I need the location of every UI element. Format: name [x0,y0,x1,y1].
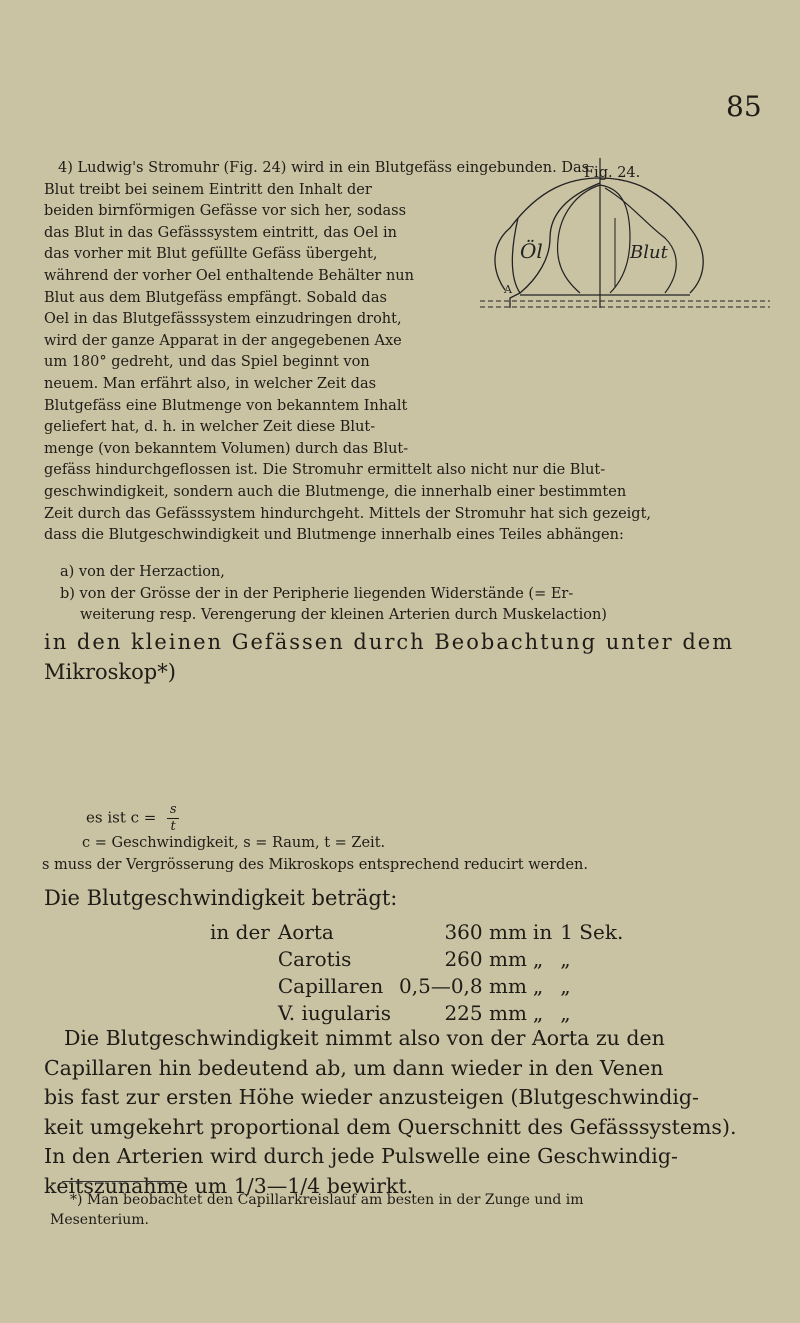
speed-value: 225 mm [444,1000,527,1025]
text-line: Zeit durch das Gefässsystem hindurchgeht. Mittels der Stromuhr hat sich gezeigt, [44,505,652,522]
definition-line: s muss der Vergrösserung des Mikroskops entsprechend reducirt werden. [42,857,588,873]
text-line: Capillaren hin bedeutend ab, um dann wieder in den Venen [44,1055,664,1080]
text-line: Mikroskop*) [44,659,176,684]
fraction-denominator: t [170,819,176,834]
speed-in: in [532,919,553,944]
text-line: um 180° gedreht, und das Spiel beginnt von [44,354,370,371]
text-line: 4) Ludwig's Stromuhr (Fig. 24) wird in ein Blutgefäss eingebunden. Das [58,160,590,176]
large-text-block [44,628,764,687]
text-line: in den kleinen Gefässen durch Beobachtung unter dem [44,630,735,654]
speed-unit: „ [560,973,571,998]
speed-unit: „ [560,1000,571,1025]
oil-label: Öl [520,239,543,263]
vessel-name: V. iugularis [277,1000,392,1025]
row-prefix [210,972,278,999]
footnote-line: *) Man beobachtet den Capillarkreislauf am besten in der Zunge und im [70,1192,584,1208]
page-number: 85 [726,90,762,123]
list-item: b) von der Grösse der in der Peripherie liegenden Widerstände (= Er- [60,585,574,602]
footnote-divider [62,1181,182,1182]
A-label: A [504,283,512,296]
speed-in: „ [532,1000,544,1025]
paragraph-summary [44,1024,764,1201]
text-line: Oel in das Blutgefässsystem einzudringen droht, [44,311,402,328]
speed-unit: 1 Sek. [560,919,624,944]
fraction [167,803,179,834]
text-line: gefäss hindurchgeflossen ist. Die Stromuhr ermittelt also nicht nur die Blut- [44,462,606,479]
speed-value: 360 mm [444,919,527,944]
text-line: wird der ganze Apparat in der angegebenen Axe [44,332,402,349]
factor-list [60,562,760,627]
text-line: während der vorher Oel enthaltende Behälter nun [44,267,414,284]
formula-prefix: es ist c = [86,808,157,827]
speed-in: „ [532,946,544,971]
speed-in: „ [532,973,544,998]
speed-value: 260 mm [444,946,527,971]
text-line: keitszunahme um 1/3—1/4 bewirkt. [44,1173,414,1198]
formula [86,803,179,834]
table-row [210,945,631,972]
footnote-line: Mesenterium. [50,1212,149,1228]
speed-heading: Die Blutgeschwindigkeit beträgt: [44,886,398,910]
wrapped-text [44,180,484,461]
speed-table [210,918,631,1026]
table-row [210,918,631,945]
text-line: geschwindigkeit, sondern auch die Blutmenge, die innerhalb einer bestimmten [44,483,627,500]
speed-value: 0,5—0,8 mm [399,973,527,998]
text-line: keit umgekehrt proportional dem Querschnitt des Gefässsystems). [44,1114,737,1139]
figure-caption: Fig. 24. [584,165,641,181]
list-item: a) von der Herzaction, [60,564,225,580]
text-line: In den Arterien wird durch jede Pulswelle eine Geschwindig- [44,1144,678,1168]
text-line: menge (von bekanntem Volumen) durch das Blut- [44,440,409,457]
fraction-numerator: s [169,802,177,817]
footnote [50,1190,770,1230]
table-row [210,972,631,999]
list-item-continuation: weiterung resp. Verengerung der kleinen Arterien durch Muskelaction) [80,607,607,624]
row-prefix [210,945,278,972]
text-line: Die Blutgeschwindigkeit nimmt also von der Aorta zu den [64,1026,665,1050]
text-line: Blut treibt bei seinem Eintritt den Inhalt der [44,181,372,198]
vessel-name: Aorta [277,919,334,944]
text-line: das Blut in das Gefässsystem eintritt, das Oel in [44,224,397,241]
blood-label: Blut [630,242,668,263]
text-line: Blutgefäss eine Blutmenge von bekanntem Inhalt [44,397,408,414]
definition-line: c = Geschwindigkeit, s = Raum, t = Zeit. [82,835,386,851]
text-line: das vorher mit Blut gefüllte Gefäss übergeht, [44,246,378,263]
text-line: beiden birnförmigen Gefässe vor sich her, sodass [44,203,407,220]
text-line: geliefert hat, d. h. in welcher Zeit diese Blut- [44,419,376,436]
paragraph-stromuhr [44,158,764,547]
text-line: neuem. Man erfährt also, in welcher Zeit das [44,375,377,392]
vessel-name: Capillaren [277,973,384,998]
row-prefix: in der [210,919,270,944]
vessel-name: Carotis [277,946,352,971]
text-line: dass die Blutgeschwindigkeit und Blutmenge innerhalb eines Teiles abhängen: [44,527,624,544]
table-row [210,999,631,1026]
text-line: bis fast zur ersten Höhe wieder anzusteigen (Blutgeschwindig- [44,1085,699,1109]
row-prefix [210,999,278,1026]
text-line: Blut aus dem Blutgefäss empfängt. Sobald das [44,289,387,306]
definitions [42,832,780,876]
speed-unit: „ [560,946,571,971]
